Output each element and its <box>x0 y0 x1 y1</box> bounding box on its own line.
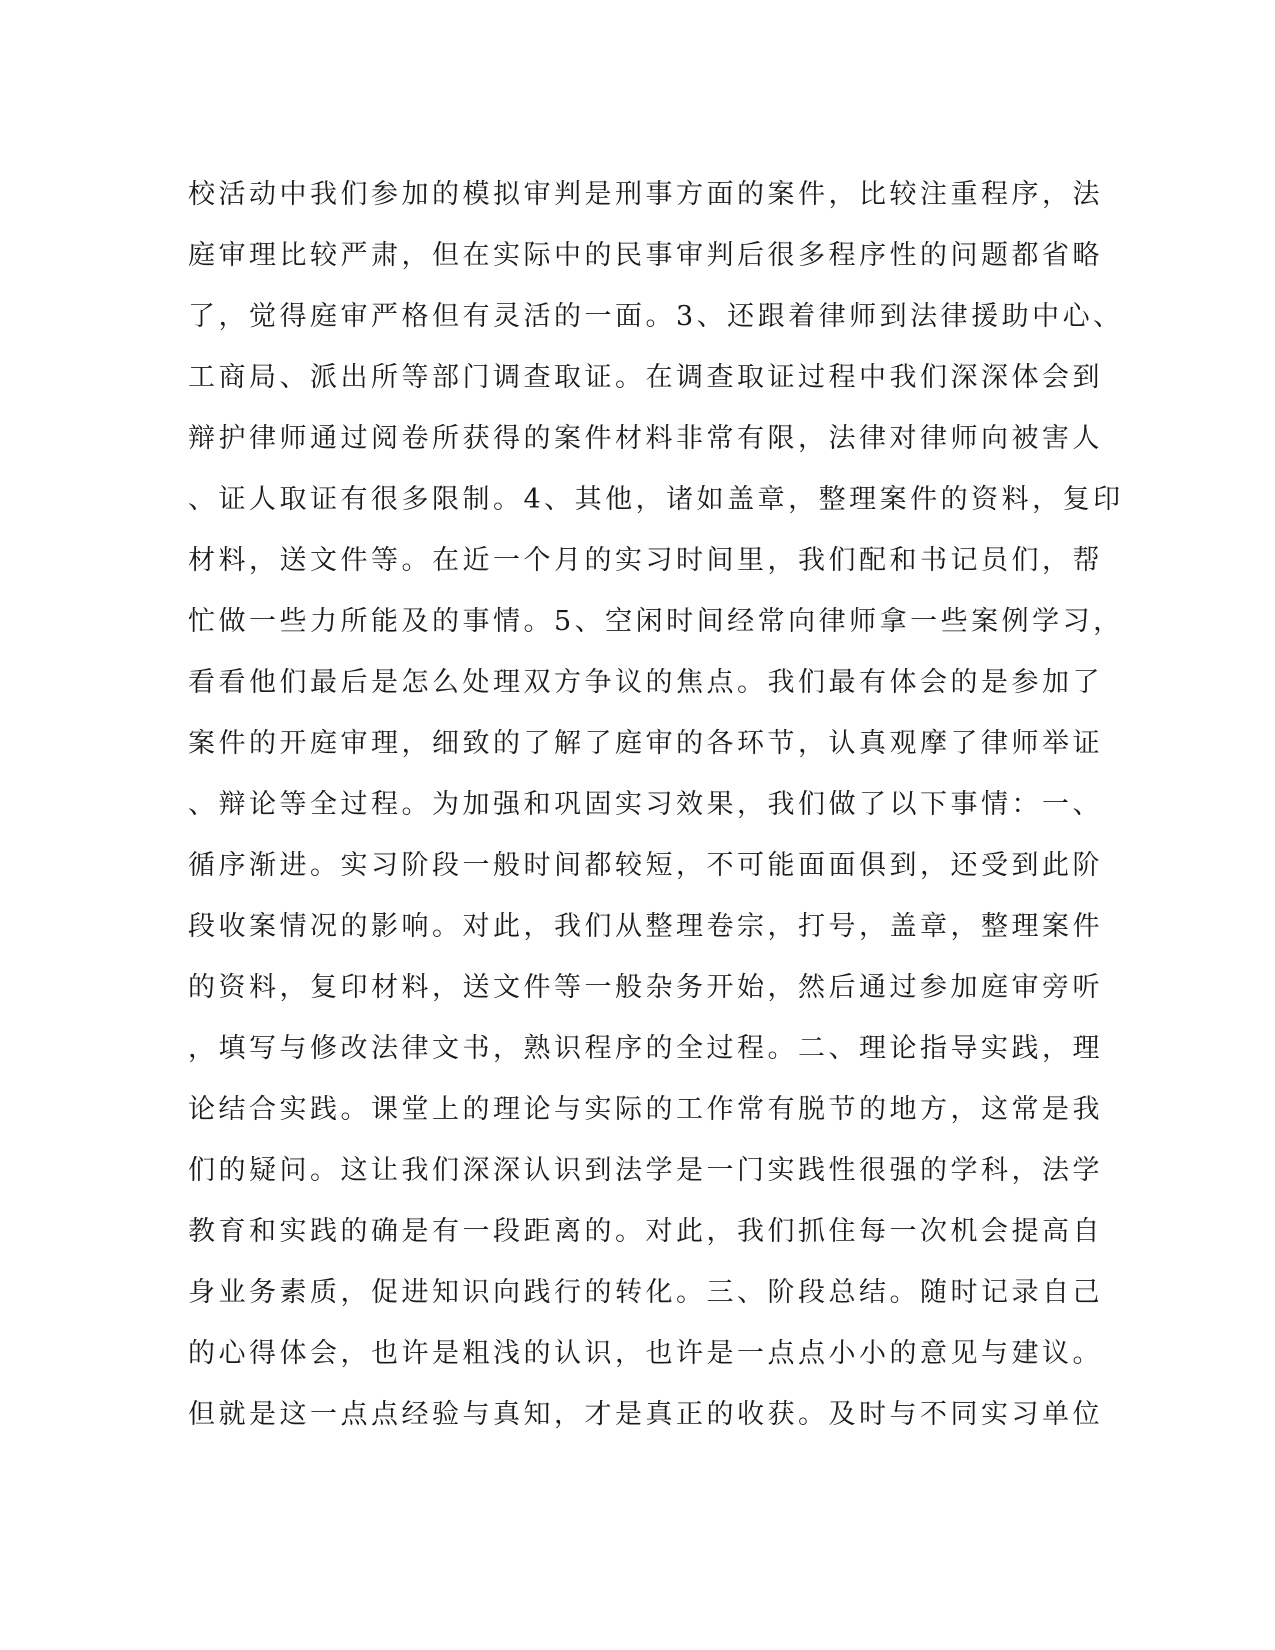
text-line: 的资料，复印材料，送文件等一般杂务开始，然后通过参加庭审旁听 <box>188 972 1103 1003</box>
text-line: 庭审理比较严肃，但在实际中的民事审判后很多程序性的问题都省略 <box>188 240 1103 271</box>
text-line: 们的疑问。这让我们深深认识到法学是一门实践性很强的学科，法学 <box>188 1155 1103 1186</box>
body-text <box>188 164 1124 1445</box>
text-line: ，填写与修改法律文书，熟识程序的全过程。二、理论指导实践，理 <box>188 1033 1103 1064</box>
text-line: 工商局、派出所等部门调查取证。在调查取证过程中我们深深体会到 <box>188 362 1103 393</box>
text-line: 辩护律师通过阅卷所获得的案件材料非常有限，法律对律师向被害人 <box>188 423 1103 454</box>
text-line: 身业务素质，促进知识向践行的转化。三、阶段总结。随时记录自己 <box>188 1277 1103 1308</box>
text-line: 但就是这一点点经验与真知，才是真正的收获。及时与不同实习单位 <box>188 1399 1103 1430</box>
text-line: 校活动中我们参加的模拟审判是刑事方面的案件，比较注重程序，法 <box>188 179 1103 210</box>
text-line: 、证人取证有很多限制。4、其他，诸如盖章，整理案件的资料，复印 <box>188 484 1124 515</box>
text-line: 了，觉得庭审严格但有灵活的一面。3、还跟着律师到法律援助中心、 <box>188 301 1124 332</box>
text-line: 段收案情况的影响。对此，我们从整理卷宗，打号，盖章，整理案件 <box>188 911 1103 942</box>
text-line: 循序渐进。实习阶段一般时间都较短，不可能面面俱到，还受到此阶 <box>188 850 1103 881</box>
text-line: 论结合实践。课堂上的理论与实际的工作常有脱节的地方，这常是我 <box>188 1094 1103 1125</box>
text-line: 、辩论等全过程。为加强和巩固实习效果，我们做了以下事情：一、 <box>188 789 1103 820</box>
text-line: 教育和实践的确是有一段距离的。对此，我们抓住每一次机会提高自 <box>188 1216 1103 1247</box>
text-line: 看看他们最后是怎么处理双方争议的焦点。我们最有体会的是参加了 <box>188 667 1103 698</box>
text-line: 材料，送文件等。在近一个月的实习时间里，我们配和书记员们，帮 <box>188 545 1103 576</box>
text-line: 的心得体会，也许是粗浅的认识，也许是一点点小小的意见与建议。 <box>188 1338 1103 1369</box>
text-line: 案件的开庭审理，细致的了解了庭审的各环节，认真观摩了律师举证 <box>188 728 1103 759</box>
text-line: 忙做一些力所能及的事情。5、空闲时间经常向律师拿一些案例学习， <box>188 606 1124 637</box>
